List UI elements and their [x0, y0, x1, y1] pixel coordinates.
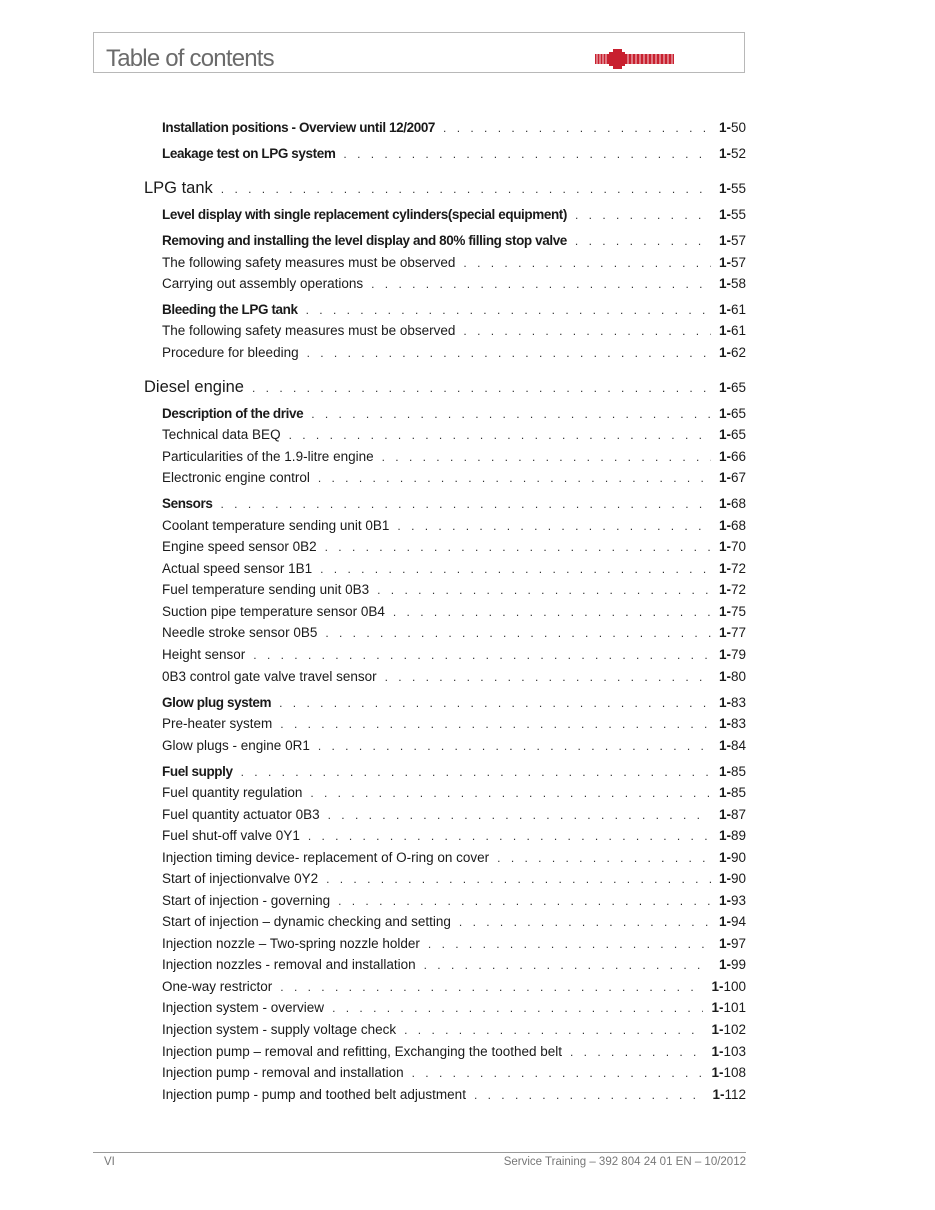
- toc-chapter-prefix: 1-: [711, 1065, 724, 1080]
- toc-entry[interactable]: [162, 998, 746, 1018]
- toc-chapter-prefix: 1-: [711, 1022, 724, 1037]
- toc-entry-title: Injection system - supply voltage check: [162, 1022, 397, 1037]
- toc-entry[interactable]: [162, 667, 746, 687]
- toc-page-value: 103: [723, 1044, 746, 1059]
- dot-leader: [497, 848, 711, 868]
- dot-leader: [328, 805, 711, 825]
- toc-page-value: 85: [730, 764, 746, 779]
- dot-leader: [252, 378, 711, 398]
- dot-leader: [253, 645, 711, 665]
- toc-entry[interactable]: [162, 1085, 746, 1105]
- dot-leader: [382, 447, 711, 467]
- page-title: Table of contents: [106, 45, 274, 72]
- dot-leader: [307, 343, 711, 363]
- toc-entry-title: Injection system - overview: [162, 1000, 325, 1015]
- dot-leader: [338, 891, 711, 911]
- toc-page-number: [719, 425, 746, 445]
- toc-page-value: 83: [730, 716, 746, 731]
- toc-entry-title: Coolant temperature sending unit 0B1: [162, 518, 390, 533]
- toc-entry-title: Start of injection – dynamic checking and setting: [162, 914, 451, 929]
- toc-page-value: 70: [730, 539, 746, 554]
- toc-page-value: 84: [730, 738, 746, 753]
- toc-entry[interactable]: [162, 762, 746, 782]
- toc-chapter-prefix: 1-: [718, 302, 731, 317]
- toc-page-value: 57: [730, 255, 746, 270]
- toc-page-value: 100: [723, 979, 746, 994]
- dot-leader: [289, 425, 711, 445]
- toc-entry-title: Carrying out assembly operations: [162, 276, 364, 291]
- toc-chapter-prefix: 1-: [718, 582, 731, 597]
- toc-page-value: 108: [723, 1065, 746, 1080]
- toc-page-value: 65: [730, 427, 746, 442]
- dot-leader: [463, 321, 711, 341]
- toc-entry[interactable]: [162, 425, 746, 445]
- toc-chapter-prefix: 1-: [718, 449, 731, 464]
- toc-page-value: 89: [730, 828, 746, 843]
- toc-entry[interactable]: [162, 693, 746, 713]
- toc-page-value: 68: [730, 496, 746, 511]
- toc-page-number: [719, 447, 746, 467]
- toc-entry[interactable]: [162, 404, 746, 424]
- toc-page-value: 90: [730, 871, 746, 886]
- dot-leader: [404, 1020, 703, 1040]
- toc-entry-title: Description of the drive: [162, 406, 304, 421]
- toc-entry[interactable]: [162, 468, 746, 488]
- toc-entry-title: LPG tank: [144, 179, 213, 197]
- toc-chapter-prefix: 1-: [718, 828, 731, 843]
- toc-page-value: 90: [730, 850, 746, 865]
- toc-entry-title: Start of injection - governing: [162, 893, 331, 908]
- toc-page-number: [719, 468, 746, 488]
- toc-entry[interactable]: [162, 205, 746, 225]
- toc-page-number: [719, 559, 746, 579]
- toc-entry[interactable]: [162, 447, 746, 467]
- toc-chapter-prefix: 1-: [718, 716, 731, 731]
- toc-chapter-prefix: 1-: [718, 496, 731, 511]
- dot-leader: [325, 537, 711, 557]
- toc-entry-title: Suction pipe temperature sensor 0B4: [162, 604, 385, 619]
- dot-leader: [459, 912, 711, 932]
- toc-entry-title: Removing and installing the level display and 80% filling stop valve: [162, 233, 567, 248]
- toc-chapter-prefix: 1-: [718, 604, 731, 619]
- toc-page-value: 66: [730, 449, 746, 464]
- toc-entry[interactable]: [162, 783, 746, 803]
- dot-leader: [474, 1085, 705, 1105]
- toc-chapter-prefix: 1-: [718, 255, 731, 270]
- dot-leader: [241, 762, 711, 782]
- toc-page-value: 93: [730, 893, 746, 908]
- toc-page-value: 65: [730, 406, 746, 421]
- toc-entry-title: Level display with single replacement cylinders(special equipment): [162, 207, 567, 222]
- toc-entry-title: Engine speed sensor 0B2: [162, 539, 317, 554]
- toc-chapter-prefix: 1-: [711, 979, 724, 994]
- toc-chapter-prefix: 1-: [718, 470, 731, 485]
- toc-entry-title: Technical data BEQ: [162, 427, 281, 442]
- toc-page-value: 101: [723, 1000, 746, 1015]
- toc-page-value: 87: [730, 807, 746, 822]
- toc-chapter-prefix: 1-: [718, 120, 731, 135]
- toc-chapter-prefix: 1-: [718, 181, 731, 196]
- toc-chapter-prefix: 1-: [718, 233, 731, 248]
- toc-chapter-prefix: 1-: [718, 380, 731, 395]
- toc-entry[interactable]: [162, 144, 746, 164]
- toc-chapter-heading[interactable]: [144, 377, 746, 397]
- toc-page-number: [719, 300, 746, 320]
- toc-page-value: 50: [730, 120, 746, 135]
- toc-entry[interactable]: [162, 494, 746, 514]
- toc-entry[interactable]: [162, 321, 746, 341]
- toc-page-number: [719, 912, 746, 932]
- toc-entry[interactable]: [162, 1042, 746, 1062]
- dot-leader: [221, 179, 711, 199]
- toc-page-value: 68: [730, 518, 746, 533]
- toc-entry[interactable]: [162, 826, 746, 846]
- toc-page-number: [719, 869, 746, 889]
- toc-entry[interactable]: [162, 231, 746, 251]
- dot-leader: [343, 144, 711, 164]
- toc-page-value: 79: [730, 647, 746, 662]
- toc-page-number: [719, 118, 746, 138]
- dot-leader: [308, 826, 711, 846]
- toc-entry-title: Installation positions - Overview until 12/2007: [162, 120, 436, 135]
- toc-entry-title: Electronic engine control: [162, 470, 310, 485]
- dot-leader: [310, 783, 711, 803]
- dot-leader: [280, 977, 703, 997]
- toc-entry-title: Height sensor: [162, 647, 246, 662]
- toc-entry-title: Leakage test on LPG system: [162, 146, 336, 161]
- toc-page-number: [719, 805, 746, 825]
- toc-chapter-prefix: 1-: [718, 345, 731, 360]
- toc-page-number: [711, 1063, 746, 1083]
- toc-chapter-heading[interactable]: [144, 178, 746, 198]
- document-reference: Service Training – 392 804 24 01 EN – 10/2012: [503, 1156, 746, 1168]
- toc-entry-title: Particularities of the 1.9-litre engine: [162, 449, 374, 464]
- dot-leader: [575, 205, 711, 225]
- toc-page-value: 55: [730, 181, 746, 196]
- toc-chapter-prefix: 1-: [718, 207, 731, 222]
- toc-page-value: 77: [730, 625, 746, 640]
- toc-page-value: 80: [730, 669, 746, 684]
- dot-leader: [443, 118, 711, 138]
- toc-chapter-prefix: 1-: [718, 764, 731, 779]
- toc-entry-title: Injection pump – removal and refitting, Exchanging the toothed belt: [162, 1044, 563, 1059]
- toc-chapter-prefix: 1-: [718, 695, 731, 710]
- toc-entry[interactable]: [162, 300, 746, 320]
- toc-entry-title: Bleeding the LPG tank: [162, 302, 298, 317]
- toc-entry[interactable]: [162, 955, 746, 975]
- toc-page-number: [719, 934, 746, 954]
- toc-page-number: [719, 253, 746, 273]
- toc-page-value: 83: [730, 695, 746, 710]
- toc-entry-title: Start of injectionvalve 0Y2: [162, 871, 319, 886]
- toc-page-number: [719, 404, 746, 424]
- dot-leader: [318, 468, 711, 488]
- toc-entry[interactable]: [162, 537, 746, 557]
- toc-chapter-prefix: 1-: [718, 561, 731, 576]
- toc-entry-title: Injection nozzle – Two-spring nozzle holder: [162, 936, 420, 951]
- dot-leader: [377, 580, 711, 600]
- dot-leader: [280, 714, 711, 734]
- toc-page-number: [711, 1020, 746, 1040]
- toc-page-number: [719, 623, 746, 643]
- toc-entry[interactable]: [162, 934, 746, 954]
- toc-page-number: [719, 762, 746, 782]
- toc-page-value: 75: [730, 604, 746, 619]
- toc-page-value: 62: [730, 345, 746, 360]
- toc-entry-title: The following safety measures must be observed: [162, 323, 456, 338]
- dot-leader: [311, 404, 711, 424]
- toc-chapter-prefix: 1-: [718, 518, 731, 533]
- toc-entry-title: One-way restrictor: [162, 979, 273, 994]
- toc-page-number: [719, 179, 746, 199]
- toc-entry[interactable]: [162, 736, 746, 756]
- toc-page-value: 72: [730, 561, 746, 576]
- toc-page-number: [719, 667, 746, 687]
- dot-leader: [424, 955, 711, 975]
- dot-leader: [318, 736, 711, 756]
- toc-entry-title: Glow plugs - engine 0R1: [162, 738, 310, 753]
- toc-chapter-prefix: 1-: [718, 738, 731, 753]
- toc-entry-title: Injection nozzles - removal and installation: [162, 957, 416, 972]
- toc-page-number: [719, 736, 746, 756]
- toc-chapter-prefix: 1-: [718, 406, 731, 421]
- toc-chapter-prefix: 1-: [718, 957, 731, 972]
- toc-page-value: 67: [730, 470, 746, 485]
- toc-chapter-prefix: 1-: [718, 323, 731, 338]
- toc-chapter-prefix: 1-: [718, 893, 731, 908]
- toc-page-number: [719, 144, 746, 164]
- toc-page-number: [719, 205, 746, 225]
- toc-entry[interactable]: [162, 869, 746, 889]
- toc-entry[interactable]: [162, 623, 746, 643]
- dot-leader: [332, 998, 703, 1018]
- toc-entry-title: Actual speed sensor 1B1: [162, 561, 313, 576]
- toc-entry-title: Fuel temperature sending unit 0B3: [162, 582, 370, 597]
- toc-page-number: [719, 516, 746, 536]
- toc-page-value: 94: [730, 914, 746, 929]
- toc-chapter-prefix: 1-: [711, 1000, 724, 1015]
- toc-page-number: [719, 645, 746, 665]
- toc-entry-title: Injection pump - removal and installation: [162, 1065, 404, 1080]
- toc-entry-title: Fuel quantity regulation: [162, 785, 303, 800]
- toc-entry-title: Procedure for bleeding: [162, 345, 299, 360]
- toc-entry[interactable]: [162, 645, 746, 665]
- toc-entry-title: Injection pump - pump and toothed belt adjustment: [162, 1087, 466, 1102]
- dot-leader: [325, 623, 711, 643]
- toc-entry[interactable]: [162, 805, 746, 825]
- toc-page-number: [712, 1085, 746, 1105]
- toc-page-number: [719, 580, 746, 600]
- toc-entry[interactable]: [162, 1063, 746, 1083]
- toc-entry-title: Diesel engine: [144, 378, 244, 396]
- toc-page-number: [719, 602, 746, 622]
- toc-page-number: [719, 848, 746, 868]
- toc-chapter-prefix: 1-: [718, 427, 731, 442]
- toc-entry[interactable]: [162, 977, 746, 997]
- toc-entry[interactable]: [162, 343, 746, 363]
- toc-page-number: [719, 693, 746, 713]
- toc-page-number: [719, 537, 746, 557]
- dot-leader: [320, 559, 711, 579]
- toc-page-number: [719, 231, 746, 251]
- toc-entry[interactable]: [162, 274, 746, 294]
- toc-chapter-prefix: 1-: [712, 1087, 725, 1102]
- toc-page-number: [719, 274, 746, 294]
- toc-entry[interactable]: [162, 1020, 746, 1040]
- toc-chapter-prefix: 1-: [718, 146, 731, 161]
- toc-entry-title: 0B3 control gate valve travel sensor: [162, 669, 377, 684]
- toc-chapter-prefix: 1-: [718, 276, 731, 291]
- toc-page-number: [719, 321, 746, 341]
- dot-leader: [412, 1063, 704, 1083]
- toc-entry[interactable]: [162, 891, 746, 911]
- toc-chapter-prefix: 1-: [718, 647, 731, 662]
- toc-page-value: 61: [730, 302, 746, 317]
- toc-entry-title: Pre-heater system: [162, 716, 273, 731]
- toc-chapter-prefix: 1-: [718, 936, 731, 951]
- toc-entry-title: Fuel supply: [162, 764, 233, 779]
- dot-leader: [575, 231, 711, 251]
- page-number: VI: [104, 1156, 115, 1168]
- toc-entry[interactable]: [162, 602, 746, 622]
- toc-entry-title: Injection timing device- replacement of O-ring on cover: [162, 850, 490, 865]
- toc-entry[interactable]: [162, 580, 746, 600]
- toc-entry-title: Needle stroke sensor 0B5: [162, 625, 318, 640]
- dot-leader: [393, 602, 711, 622]
- toc-page-number: [719, 955, 746, 975]
- dot-leader: [570, 1042, 703, 1062]
- toc-entry[interactable]: [162, 848, 746, 868]
- toc-chapter-prefix: 1-: [718, 871, 731, 886]
- toc-chapter-prefix: 1-: [718, 914, 731, 929]
- dot-leader: [326, 869, 711, 889]
- toc-page-value: 52: [730, 146, 746, 161]
- toc-entry[interactable]: [162, 559, 746, 579]
- toc-chapter-prefix: 1-: [718, 539, 731, 554]
- toc-entry-title: The following safety measures must be observed: [162, 255, 456, 270]
- toc-chapter-prefix: 1-: [718, 850, 731, 865]
- toc-chapter-prefix: 1-: [718, 625, 731, 640]
- toc-page-number: [711, 998, 746, 1018]
- toc-entry[interactable]: [162, 118, 746, 138]
- dot-leader: [385, 667, 711, 687]
- toc-page-number: [719, 343, 746, 363]
- toc-page-value: 55: [730, 207, 746, 222]
- dot-leader: [428, 934, 711, 954]
- dot-leader: [306, 300, 711, 320]
- toc-entry-title: Fuel shut-off valve 0Y1: [162, 828, 300, 843]
- toc-page-value: 97: [730, 936, 746, 951]
- toc-page-value: 72: [730, 582, 746, 597]
- toc-entry-title: Fuel quantity actuator 0B3: [162, 807, 320, 822]
- toc-entry[interactable]: [162, 253, 746, 273]
- toc-entry-title: Sensors: [162, 496, 213, 511]
- toc-entry[interactable]: [162, 516, 746, 536]
- toc-entry[interactable]: [162, 912, 746, 932]
- toc-page-value: 58: [730, 276, 746, 291]
- dot-leader: [279, 693, 711, 713]
- footer-divider: [93, 1152, 746, 1153]
- toc-page-number: [719, 494, 746, 514]
- toc-page-value: 112: [724, 1087, 746, 1102]
- toc-chapter-prefix: 1-: [711, 1044, 724, 1059]
- dot-leader: [371, 274, 711, 294]
- dot-leader: [463, 253, 711, 273]
- dot-leader: [220, 494, 710, 514]
- toc-page-number: [719, 783, 746, 803]
- toc-page-value: 102: [723, 1022, 746, 1037]
- toc-page-value: 57: [730, 233, 746, 248]
- toc-page-number: [719, 714, 746, 734]
- toc-chapter-prefix: 1-: [718, 669, 731, 684]
- toc-chapter-prefix: 1-: [718, 785, 731, 800]
- dot-leader: [397, 516, 711, 536]
- toc-page-number: [719, 826, 746, 846]
- toc-page-number: [711, 977, 746, 997]
- toc-page-number: [711, 1042, 746, 1062]
- toc-entry[interactable]: [162, 714, 746, 734]
- toc-page-value: 85: [730, 785, 746, 800]
- toc-page-value: 61: [730, 323, 746, 338]
- toc-page-value: 99: [730, 957, 746, 972]
- toc-page-value: 65: [730, 380, 746, 395]
- toc-entry-title: Glow plug system: [162, 695, 272, 710]
- toc-page-number: [719, 378, 746, 398]
- toc-chapter-prefix: 1-: [718, 807, 731, 822]
- toc-page-number: [719, 891, 746, 911]
